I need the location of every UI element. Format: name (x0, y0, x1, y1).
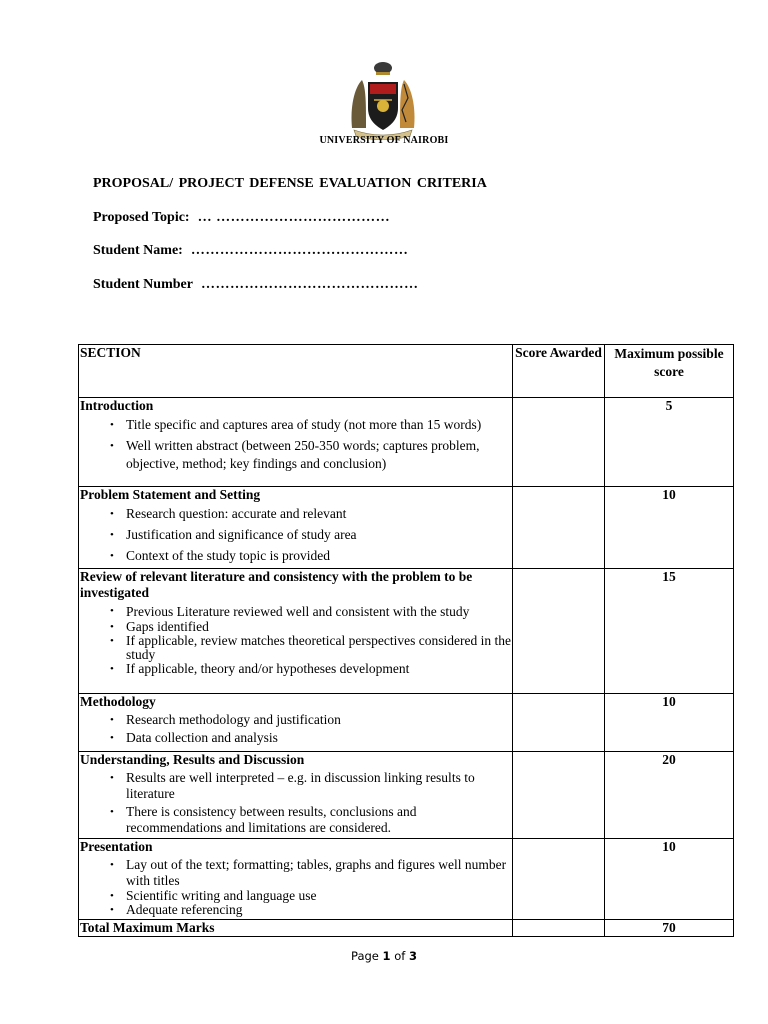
list-item: • There is consistency between results, conclusions and recommendations and limitations are considered. (126, 804, 511, 836)
criteria-list (80, 416, 511, 473)
max-score-cell: 5 (605, 398, 734, 487)
section-title: Methodology (80, 694, 156, 709)
score-awarded-cell[interactable] (513, 398, 605, 487)
section-title: Review of relevant literature and consistency with the problem to be investigated (80, 569, 473, 600)
header-score-awarded: Score Awarded (513, 345, 605, 398)
page-footer (0, 949, 768, 963)
list-item: • Research question: accurate and relevant (126, 505, 511, 523)
table-row (79, 839, 734, 920)
table-row (79, 752, 734, 839)
university-crest-logo (340, 58, 426, 140)
of-word: of (394, 949, 406, 963)
section-cell (79, 839, 513, 920)
section-cell (79, 752, 513, 839)
max-score-cell: 20 (605, 752, 734, 839)
table-row (79, 569, 734, 694)
list-item: • Justification and significance of study area (126, 526, 511, 544)
list-item: • Context of the study topic is provided (126, 547, 511, 565)
section-cell (79, 694, 513, 752)
table-header-row (79, 345, 734, 398)
score-awarded-cell[interactable] (513, 839, 605, 920)
criteria-list (80, 712, 511, 746)
max-score-cell: 15 (605, 569, 734, 694)
criteria-list (80, 603, 511, 676)
student-name-blank: ……………………………………… (190, 243, 409, 258)
total-row (79, 920, 734, 937)
header-section: SECTION (79, 345, 513, 398)
section-cell (79, 487, 513, 569)
university-name: UNIVERSITY OF NAIROBI (319, 135, 449, 146)
table-row (79, 398, 734, 487)
student-name-field (93, 243, 408, 259)
list-item: • Adequate referencing (126, 903, 511, 917)
list-item: • Results are well interpreted – e.g. in discussion linking results to literature (126, 770, 511, 802)
total-score-awarded-cell[interactable] (513, 920, 605, 937)
section-cell (79, 569, 513, 694)
section-cell (79, 398, 513, 487)
header-maximum-score: Maximum possible score (605, 345, 734, 398)
score-awarded-cell[interactable] (513, 694, 605, 752)
score-awarded-cell[interactable] (513, 569, 605, 694)
criteria-list (80, 857, 511, 917)
criteria-list (80, 505, 511, 565)
section-title: Introduction (80, 398, 154, 413)
max-score-cell: 10 (605, 839, 734, 920)
total-label: Total Maximum Marks (79, 920, 513, 937)
student-number-label: Student Number (93, 277, 193, 292)
list-item: • Previous Literature reviewed well and consistent with the study (126, 603, 511, 620)
proposed-topic-blank: … ……………………………… (197, 210, 391, 225)
total-max-score: 70 (605, 920, 734, 937)
table-row (79, 694, 734, 752)
score-awarded-cell[interactable] (513, 487, 605, 569)
max-score-cell: 10 (605, 694, 734, 752)
list-item: • Gaps identified (126, 620, 511, 634)
proposed-topic-field (93, 210, 390, 226)
section-title: Presentation (80, 839, 153, 854)
student-name-label: Student Name: (93, 243, 183, 258)
criteria-list (80, 770, 511, 836)
document-title: PROPOSAL/ PROJECT DEFENSE EVALUATION CRITERIA (93, 176, 487, 191)
table-row (79, 487, 734, 569)
section-title: Understanding, Results and Discussion (80, 752, 305, 767)
list-item: • Scientific writing and language use (126, 889, 511, 903)
list-item: • If applicable, review matches theoretical perspectives considered in the study (126, 634, 511, 662)
student-number-blank: ……………………………………… (200, 277, 419, 292)
score-awarded-cell[interactable] (513, 752, 605, 839)
list-item: • Research methodology and justification (126, 712, 511, 728)
list-item: • Title specific and captures area of study (not more than 15 words) (126, 416, 511, 434)
max-score-cell: 10 (605, 487, 734, 569)
page-total: 3 (408, 949, 417, 963)
list-item: • If applicable, theory and/or hypotheses development (126, 662, 511, 676)
student-number-field (93, 277, 418, 293)
list-item: • Data collection and analysis (126, 730, 511, 746)
list-item: • Lay out of the text; formatting; tables, graphs and figures well number with titles (126, 857, 511, 889)
section-title: Problem Statement and Setting (80, 487, 261, 502)
page-word: Page (351, 949, 379, 963)
proposed-topic-label: Proposed Topic: (93, 210, 190, 225)
evaluation-criteria-table (78, 344, 734, 937)
list-item: • Well written abstract (between 250-350 words; captures problem, objective, method; key findings and conclusion) (126, 437, 511, 473)
page-number: 1 (382, 949, 391, 963)
